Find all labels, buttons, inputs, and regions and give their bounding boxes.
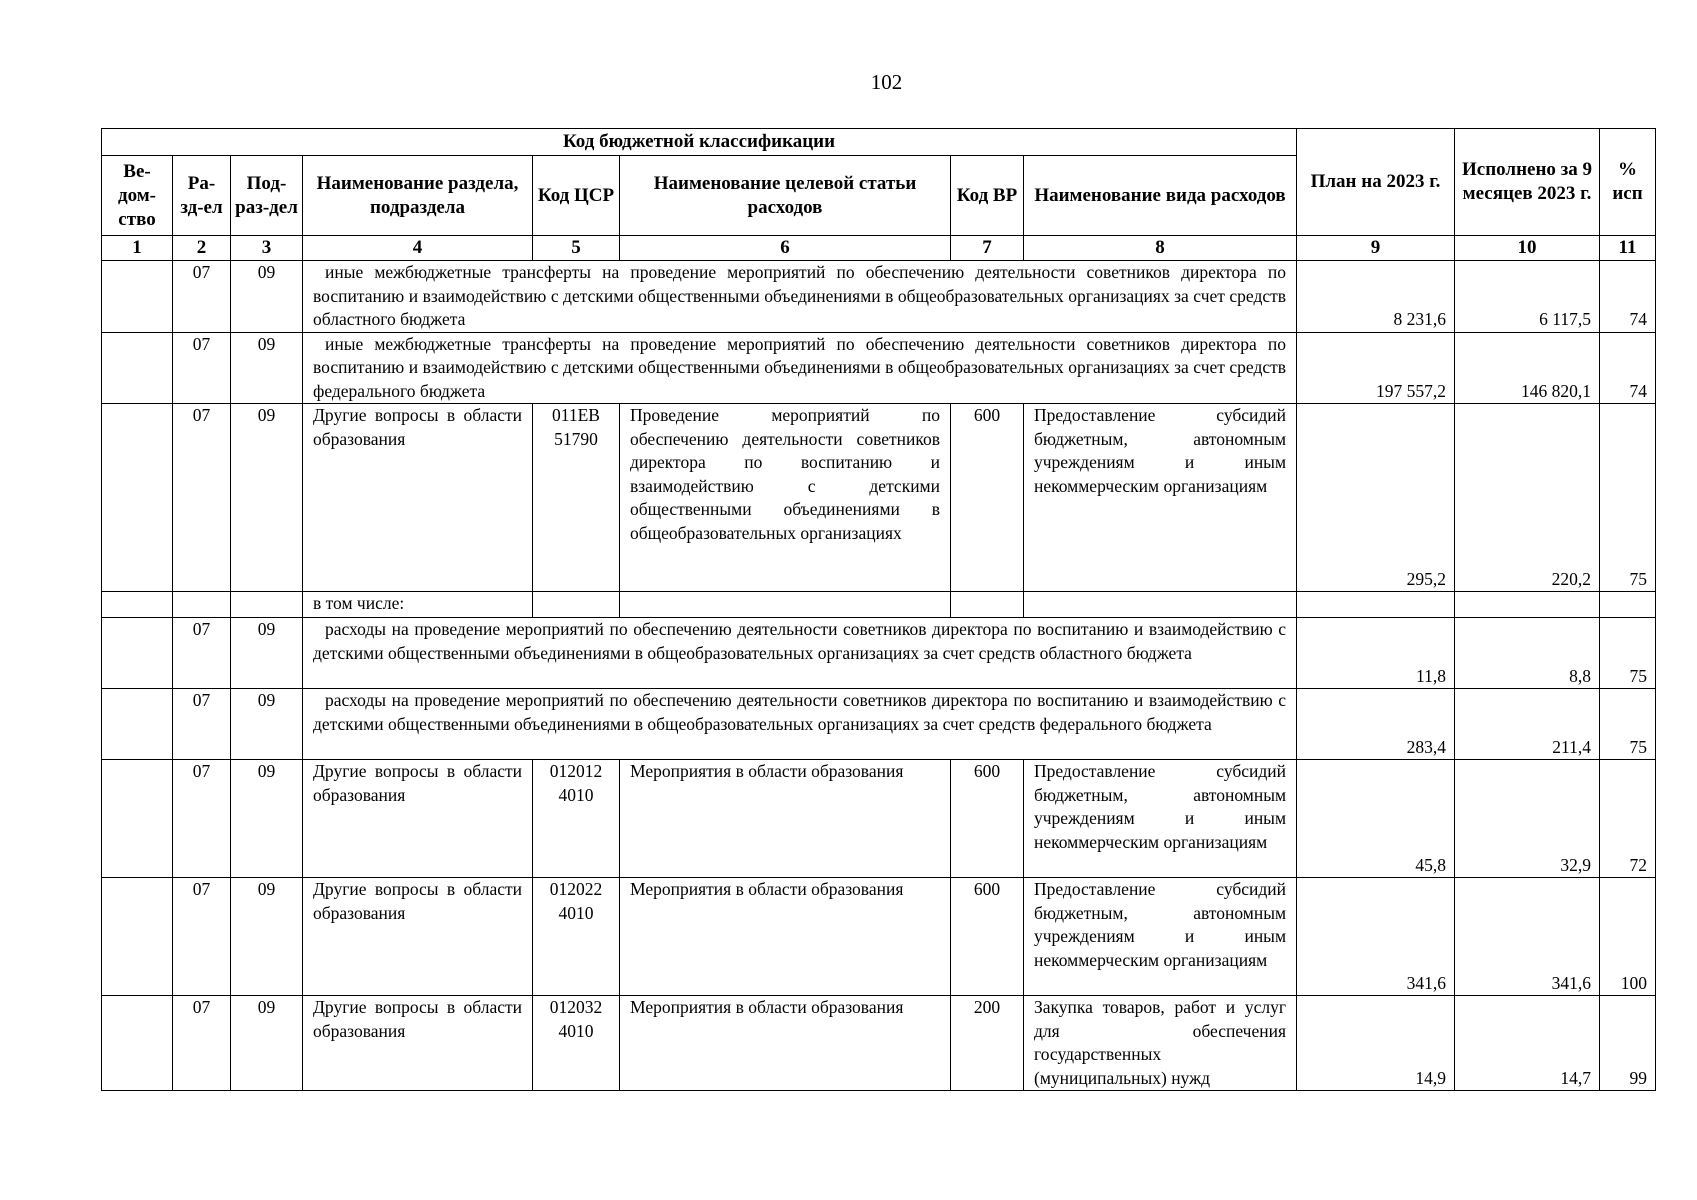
vedomstvo-cell	[102, 689, 173, 760]
col-number: 11	[1600, 236, 1656, 261]
section-name-cell: Другие вопросы в области образования	[303, 404, 533, 592]
col-number: 4	[303, 236, 533, 261]
row-description: иные межбюджетные трансферты на проведение мероприятий по обеспечению деятельности советников директора по воспитанию и взаимодействию с детскими общественными объединениями в общеобразовательных организациях за счет средств федерального бюджета	[303, 332, 1297, 404]
header-col-4: Наименование раздела, подраздела	[303, 156, 533, 236]
table-row	[102, 404, 1656, 592]
table-row	[102, 261, 1656, 333]
vedomstvo-cell	[102, 618, 173, 689]
podrazdel-cell: 09	[231, 261, 303, 333]
col-number: 3	[231, 236, 303, 261]
expense-type-cell: Предоставление субсидий бюджетным, автономным учреждениям и иным некоммерческим организациям	[1024, 760, 1297, 878]
done-cell: 220,2	[1455, 404, 1600, 592]
done-cell	[1455, 592, 1600, 618]
percent-cell: 75	[1600, 689, 1656, 760]
razdel-cell: 07	[173, 618, 231, 689]
col-number: 5	[533, 236, 620, 261]
section-name-cell: Другие вопросы в области образования	[303, 760, 533, 878]
podrazdel-cell	[231, 592, 303, 618]
header-col-6: Наименование целевой статьи расходов	[620, 156, 951, 236]
plan-cell: 45,8	[1297, 760, 1455, 878]
target-name-cell: Мероприятия в области образования	[620, 760, 951, 878]
razdel-cell: 07	[173, 261, 231, 333]
header-group-title: Код бюджетной классификации	[102, 129, 1297, 156]
table-row	[102, 760, 1656, 878]
podrazdel-cell: 09	[231, 996, 303, 1091]
section-name-cell: Другие вопросы в области образования	[303, 996, 533, 1091]
col-number: 2	[173, 236, 231, 261]
expense-type-cell	[1024, 592, 1297, 618]
vedomstvo-cell	[102, 592, 173, 618]
header-col-7: Код ВР	[951, 156, 1024, 236]
expense-type-cell: Закупка товаров, работ и услуг для обеспечения государственных (муниципальных) нужд	[1024, 996, 1297, 1091]
col-number: 1	[102, 236, 173, 261]
expense-type-cell: Предоставление субсидий бюджетным, автономным учреждениям и иным некоммерческим организациям	[1024, 878, 1297, 996]
target-name-cell: Мероприятия в области образования	[620, 878, 951, 996]
expense-type-cell: Предоставление субсидий бюджетным, автономным учреждениям и иным некоммерческим организациям	[1024, 404, 1297, 592]
razdel-cell: 07	[173, 404, 231, 592]
podrazdel-cell: 09	[231, 618, 303, 689]
target-name-cell	[620, 592, 951, 618]
razdel-cell: 07	[173, 996, 231, 1091]
vedomstvo-cell	[102, 404, 173, 592]
plan-cell: 341,6	[1297, 878, 1455, 996]
plan-cell	[1297, 592, 1455, 618]
row-description: расходы на проведение мероприятий по обеспечению деятельности советников директора по воспитанию и взаимодействию с детскими общественными объединениями в общеобразовательных организациях за счет средств областного бюджета	[303, 618, 1297, 689]
plan-cell: 8 231,6	[1297, 261, 1455, 333]
done-cell: 6 117,5	[1455, 261, 1600, 333]
vr-code-cell: 600	[951, 404, 1024, 592]
done-cell: 341,6	[1455, 878, 1600, 996]
header-col-1: Ве-дом-ство	[102, 156, 173, 236]
header-col-2: Ра-зд-ел	[173, 156, 231, 236]
vedomstvo-cell	[102, 261, 173, 333]
header-col-9: План на 2023 г.	[1297, 129, 1455, 236]
razdel-cell: 07	[173, 760, 231, 878]
plan-cell: 283,4	[1297, 689, 1455, 760]
table-row	[102, 592, 1656, 618]
plan-cell: 14,9	[1297, 996, 1455, 1091]
podrazdel-cell: 09	[231, 332, 303, 404]
col-number: 7	[951, 236, 1024, 261]
target-name-cell: Мероприятия в области образования	[620, 996, 951, 1091]
header-col-5: Код ЦСР	[533, 156, 620, 236]
col-number: 10	[1455, 236, 1600, 261]
plan-cell: 197 557,2	[1297, 332, 1455, 404]
percent-cell: 72	[1600, 760, 1656, 878]
col-number: 9	[1297, 236, 1455, 261]
vedomstvo-cell	[102, 996, 173, 1091]
col-number: 8	[1024, 236, 1297, 261]
vr-code-cell: 600	[951, 760, 1024, 878]
percent-cell: 75	[1600, 404, 1656, 592]
vedomstvo-cell	[102, 878, 173, 996]
percent-cell: 74	[1600, 332, 1656, 404]
page-number: 102	[870, 70, 903, 94]
row-description: иные межбюджетные трансферты на проведение мероприятий по обеспечению деятельности советников директора по воспитанию и взаимодействию с детскими общественными объединениями в общеобразовательных организациях за счет средств областного бюджета	[303, 261, 1297, 333]
plan-cell: 11,8	[1297, 618, 1455, 689]
percent-cell: 74	[1600, 261, 1656, 333]
percent-cell: 100	[1600, 878, 1656, 996]
table-row	[102, 878, 1656, 996]
budget-table	[101, 128, 1656, 1091]
row-description: расходы на проведение мероприятий по обеспечению деятельности советников директора по воспитанию и взаимодействию с детскими общественными объединениями в общеобразовательных организациях за счет средств федерального бюджета	[303, 689, 1297, 760]
percent-cell: 99	[1600, 996, 1656, 1091]
csr-code-cell: 011ЕВ 51790	[533, 404, 620, 592]
vedomstvo-cell	[102, 760, 173, 878]
header-col-10: Исполнено за 9 месяцев 2023 г.	[1455, 129, 1600, 236]
csr-code-cell: 012032 4010	[533, 996, 620, 1091]
table-row	[102, 618, 1656, 689]
vedomstvo-cell	[102, 332, 173, 404]
percent-cell: 75	[1600, 618, 1656, 689]
podrazdel-cell: 09	[231, 760, 303, 878]
header-col-11: % исп	[1600, 129, 1656, 236]
percent-cell	[1600, 592, 1656, 618]
razdel-cell	[173, 592, 231, 618]
plan-cell: 295,2	[1297, 404, 1455, 592]
razdel-cell: 07	[173, 878, 231, 996]
vr-code-cell: 200	[951, 996, 1024, 1091]
target-name-cell: Проведение мероприятий по обеспечению деятельности советников директора по воспитанию и взаимодействию с детскими общественными объединениями в общеобразовательных организациях	[620, 404, 951, 592]
header-col-3: Под-раз-дел	[231, 156, 303, 236]
done-cell: 8,8	[1455, 618, 1600, 689]
including-label: в том числе:	[303, 592, 533, 618]
podrazdel-cell: 09	[231, 689, 303, 760]
table-row	[102, 996, 1656, 1091]
done-cell: 32,9	[1455, 760, 1600, 878]
col-number: 6	[620, 236, 951, 261]
csr-code-cell: 012022 4010	[533, 878, 620, 996]
done-cell: 211,4	[1455, 689, 1600, 760]
done-cell: 146 820,1	[1455, 332, 1600, 404]
csr-code-cell	[533, 592, 620, 618]
table-row	[102, 332, 1656, 404]
done-cell: 14,7	[1455, 996, 1600, 1091]
header-col-8: Наименование вида расходов	[1024, 156, 1297, 236]
section-name-cell: Другие вопросы в области образования	[303, 878, 533, 996]
table-row	[102, 689, 1656, 760]
razdel-cell: 07	[173, 689, 231, 760]
podrazdel-cell: 09	[231, 404, 303, 592]
csr-code-cell: 012012 4010	[533, 760, 620, 878]
razdel-cell: 07	[173, 332, 231, 404]
podrazdel-cell: 09	[231, 878, 303, 996]
vr-code-cell	[951, 592, 1024, 618]
vr-code-cell: 600	[951, 878, 1024, 996]
